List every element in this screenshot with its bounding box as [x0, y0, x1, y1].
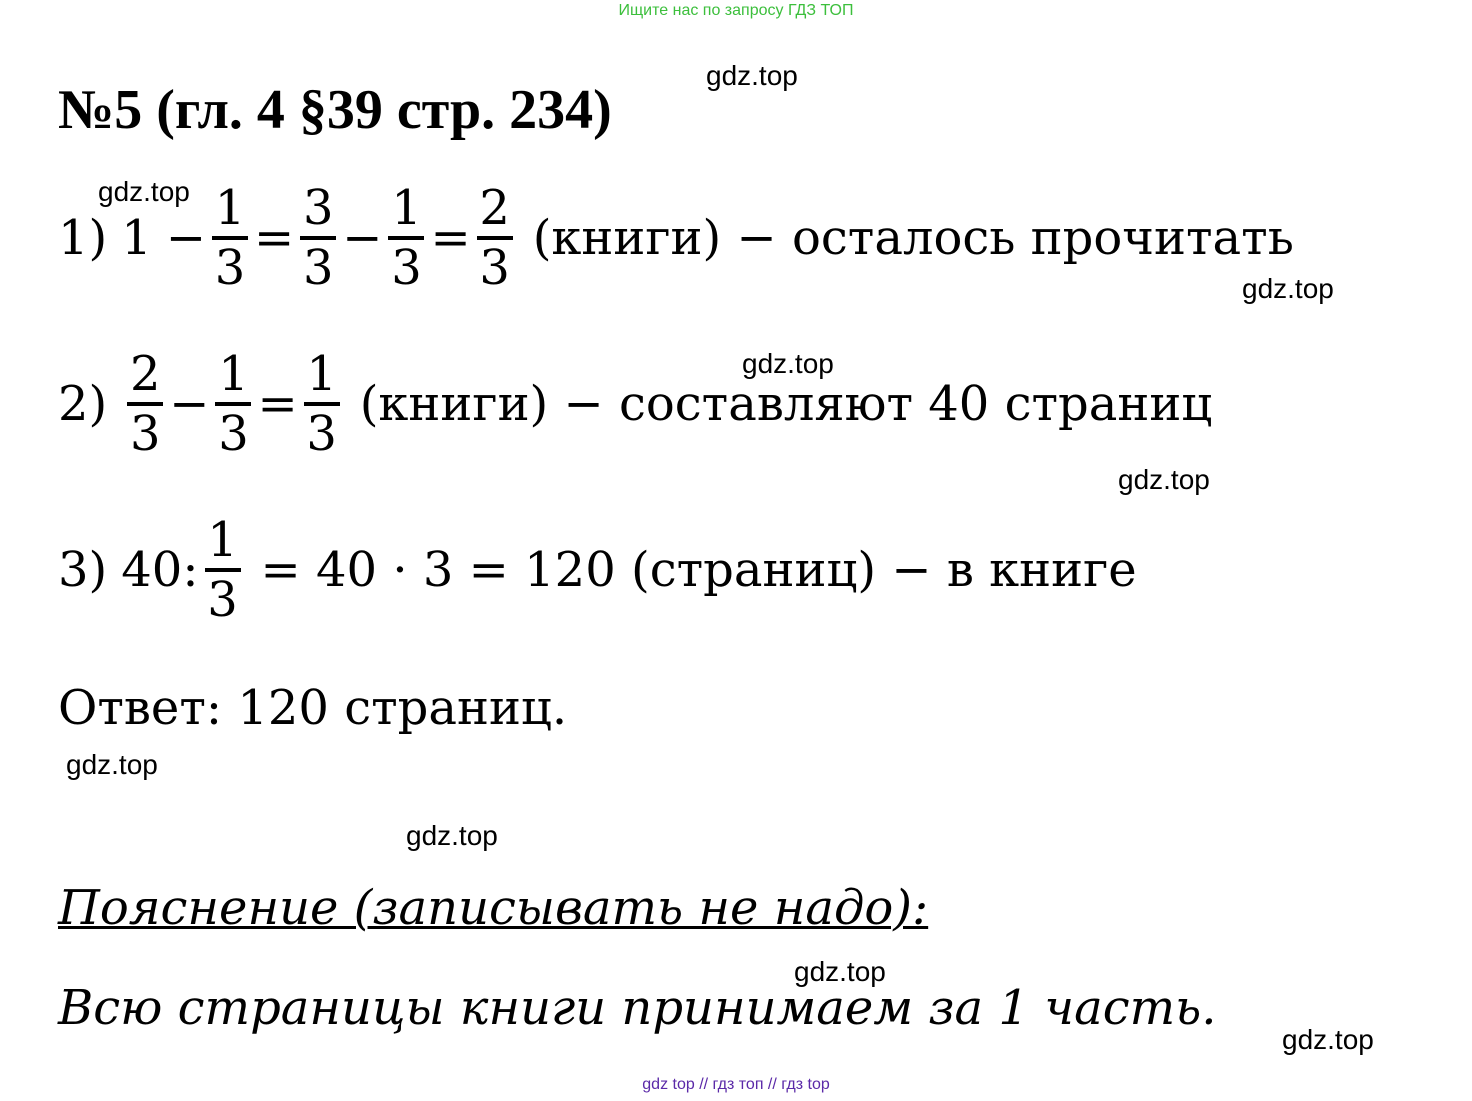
solution-step-1	[58, 180, 1294, 296]
numerator: 1	[218, 346, 249, 402]
denominator: 3	[218, 406, 249, 462]
solution-step-2	[58, 346, 1212, 462]
watermark: gdz.top	[1242, 273, 1334, 304]
watermark: gdz.top	[406, 820, 498, 851]
minus-sign: −	[342, 210, 383, 266]
step-lead: 40:	[121, 542, 199, 598]
numerator: 1	[306, 346, 337, 402]
watermark: gdz.top	[742, 348, 834, 379]
fraction	[212, 180, 248, 296]
step-text: (книги) − осталось прочитать	[532, 210, 1294, 266]
fraction	[304, 346, 340, 462]
bottom-banner: gdz top // гдз топ // гдз top	[642, 1076, 830, 1093]
whole-number: 1	[121, 210, 152, 266]
fraction	[205, 512, 241, 628]
numerator: 3	[302, 180, 334, 236]
watermark: gdz.top	[706, 60, 798, 91]
numerator: 2	[479, 180, 510, 236]
page-title: №5 (гл. 4 §39 стр. 234)	[58, 79, 612, 141]
step-label: 3)	[58, 542, 108, 598]
explanation-text: Всю страницы книги принимаем за 1 часть.	[58, 980, 1217, 1036]
minus-sign: −	[169, 376, 210, 432]
denominator: 3	[306, 406, 337, 462]
watermark: gdz.top	[98, 176, 190, 207]
fraction	[215, 346, 251, 462]
solution-step-3	[58, 512, 1137, 628]
denominator: 3	[207, 572, 238, 628]
watermark: gdz.top	[794, 956, 886, 987]
fraction	[388, 180, 424, 296]
numerator: 1	[207, 512, 238, 568]
equals-sign: =	[430, 210, 471, 266]
answer-text: Ответ: 120 страниц.	[58, 680, 568, 736]
step-text: (книги) − составляют 40 страниц	[359, 376, 1213, 432]
minus-sign: −	[165, 210, 207, 266]
fraction	[477, 180, 513, 296]
numerator: 2	[129, 346, 161, 402]
equals-sign: =	[254, 210, 295, 266]
denominator: 3	[479, 240, 510, 296]
top-banner: Ищите нас по запросу ГДЗ ТОП	[618, 2, 854, 19]
watermark: gdz.top	[1282, 1024, 1374, 1055]
watermark: gdz.top	[1118, 464, 1210, 495]
fraction	[300, 180, 336, 296]
numerator: 1	[214, 180, 246, 236]
explanation-heading: Пояснение (записывать не надо):	[58, 880, 929, 936]
step-label: 1)	[58, 210, 108, 266]
numerator: 1	[391, 180, 422, 236]
equals-sign: =	[257, 376, 298, 432]
denominator: 3	[302, 240, 334, 296]
fraction	[127, 346, 163, 462]
step-text: = 40 · 3 = 120 (страниц) − в книге	[260, 542, 1137, 598]
denominator: 3	[214, 240, 246, 296]
denominator: 3	[391, 240, 422, 296]
denominator: 3	[129, 406, 161, 462]
step-label: 2)	[58, 376, 108, 432]
watermark: gdz.top	[66, 749, 158, 780]
